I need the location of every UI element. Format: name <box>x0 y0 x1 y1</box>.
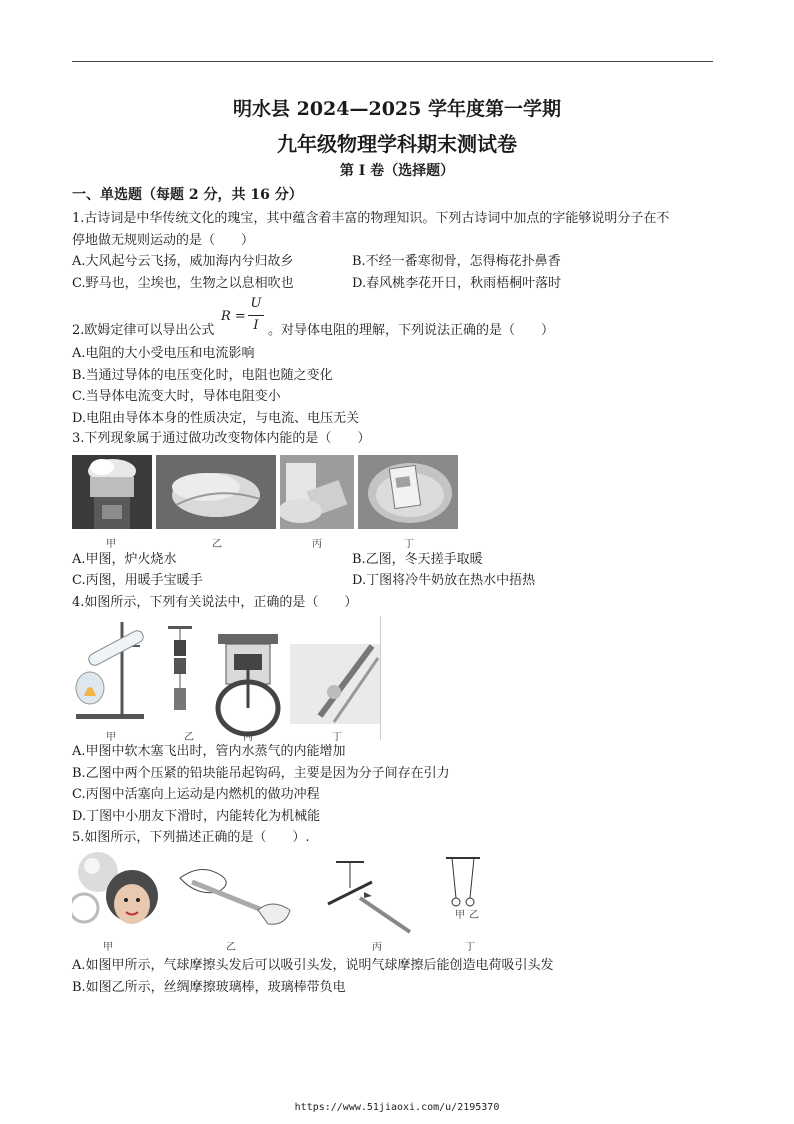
ball-label-yi: 乙 <box>469 910 479 921</box>
q2-option-c: C.当导体电流变大时，导体电阻变小 <box>72 389 281 404</box>
q1-option-d: D.春风桃李花开日，秋雨梧桐叶落时 <box>352 276 562 291</box>
footer-url[interactable]: https://www.51jiaoxi.com/u/2195370 <box>294 1102 500 1113</box>
q5-option-a: A.如图甲所示，气球摩擦头发后可以吸引头发，说明气球摩擦后能创造电荷吸引头发 <box>72 958 554 973</box>
q5-caption-yi: 乙 <box>226 942 236 953</box>
q3-option-a: A.甲图，炉火烧水 <box>72 552 177 567</box>
q5-caption-bing: 丙 <box>372 942 382 953</box>
q5-caption-ding: 丁 <box>465 942 475 953</box>
slide-icon <box>290 644 380 724</box>
q2-stem-post: 。对导体电阻的理解，下列说法正确的是（ ） <box>268 323 555 338</box>
q5-figure-strip <box>72 852 502 936</box>
q4-option-a: A.甲图中软木塞飞出时，管内水蒸气的内能增加 <box>72 744 346 759</box>
q4-figure-strip <box>72 616 381 740</box>
q1-option-b: B.不经一番寒彻骨，怎得梅花扑鼻香 <box>352 254 561 269</box>
ball-label-jia: 甲 <box>455 910 465 921</box>
q1-stem-line2: 停地做无规则运动的是（ ） <box>72 233 255 248</box>
q4-caption-ding: 丁 <box>332 732 342 743</box>
photo-milk-in-hot-water <box>358 455 458 529</box>
q4-caption-jia: 甲 <box>106 732 116 743</box>
formula-r: R = <box>221 309 246 324</box>
q3-stem: 3.下列现象属于通过做功改变物体内能的是（ ） <box>72 431 371 446</box>
volume-title: 第 I 卷（选择题） <box>339 163 455 179</box>
fraction-bar <box>248 315 264 316</box>
q2-option-a: A.电阻的大小受电压和电流影响 <box>72 346 255 361</box>
engine-cylinder-icon <box>218 634 278 734</box>
q3-caption-ding: 丁 <box>404 539 414 550</box>
q3-caption-jia: 甲 <box>106 539 116 550</box>
section-heading: 一、单选题（每题 2 分，共 16 分） <box>72 187 303 203</box>
q1-stem-line1: 1.古诗词是中华传统文化的瑰宝，其中蕴含着丰富的物理知识。下列古诗词中加点的字能够说明分子在不 <box>72 211 670 226</box>
q3-option-b: B.乙图，冬天搓手取暖 <box>352 552 483 567</box>
q1-option-c: C.野马也，尘埃也，生物之以息相吹也 <box>72 276 294 291</box>
photo-stove-boiling-water <box>72 455 152 529</box>
q5-caption-jia: 甲 <box>103 942 113 953</box>
formula-denominator: I <box>253 318 259 333</box>
exam-title-line1: 明水县 2024—2025 学年度第一学期 <box>233 98 561 120</box>
q4-stem: 4.如图所示，下列有关说法中，正确的是（ ） <box>72 595 358 610</box>
q4-option-c: C.丙图中活塞向上运动是内燃机的做功冲程 <box>72 787 320 802</box>
q3-option-d: D.丁图将冷牛奶放在热水中捂热 <box>352 573 536 588</box>
photo-rubbing-hands <box>156 455 276 529</box>
q2-option-b: B.当通过导体的电压变化时，电阻也随之变化 <box>72 368 333 383</box>
q3-caption-yi: 乙 <box>212 539 222 550</box>
q4-option-d: D.丁图中小朋友下滑时，内能转化为机械能 <box>72 809 321 824</box>
formula-numerator: U <box>250 296 262 311</box>
q2-stem-pre: 2.欧姆定律可以导出公式 <box>72 323 215 338</box>
q4-caption-bing: 丙 <box>243 732 253 743</box>
q4-option-b: B.乙图中两个压紧的铅块能吊起钩码，主要是因为分子间存在引力 <box>72 766 450 781</box>
exam-title-line2: 九年级物理学科期末测试卷 <box>277 132 517 156</box>
photo-hand-warmer <box>280 455 354 529</box>
q1-option-a: A.大风起兮云飞扬，威加海内兮归故乡 <box>72 254 294 269</box>
q5-stem: 5.如图所示，下列描述正确的是（ ）. <box>72 830 310 845</box>
q5-option-b: B.如图乙所示，丝绸摩擦玻璃棒，玻璃棒带负电 <box>72 980 346 995</box>
header-rule <box>72 61 713 62</box>
q3-caption-bing: 丙 <box>312 539 322 550</box>
q2-option-d: D.电阻由导体本身的性质决定，与电流、电压无关 <box>72 411 360 426</box>
q4-caption-yi: 乙 <box>184 732 194 743</box>
q3-option-c: C.丙图，用暖手宝暖手 <box>72 573 203 588</box>
